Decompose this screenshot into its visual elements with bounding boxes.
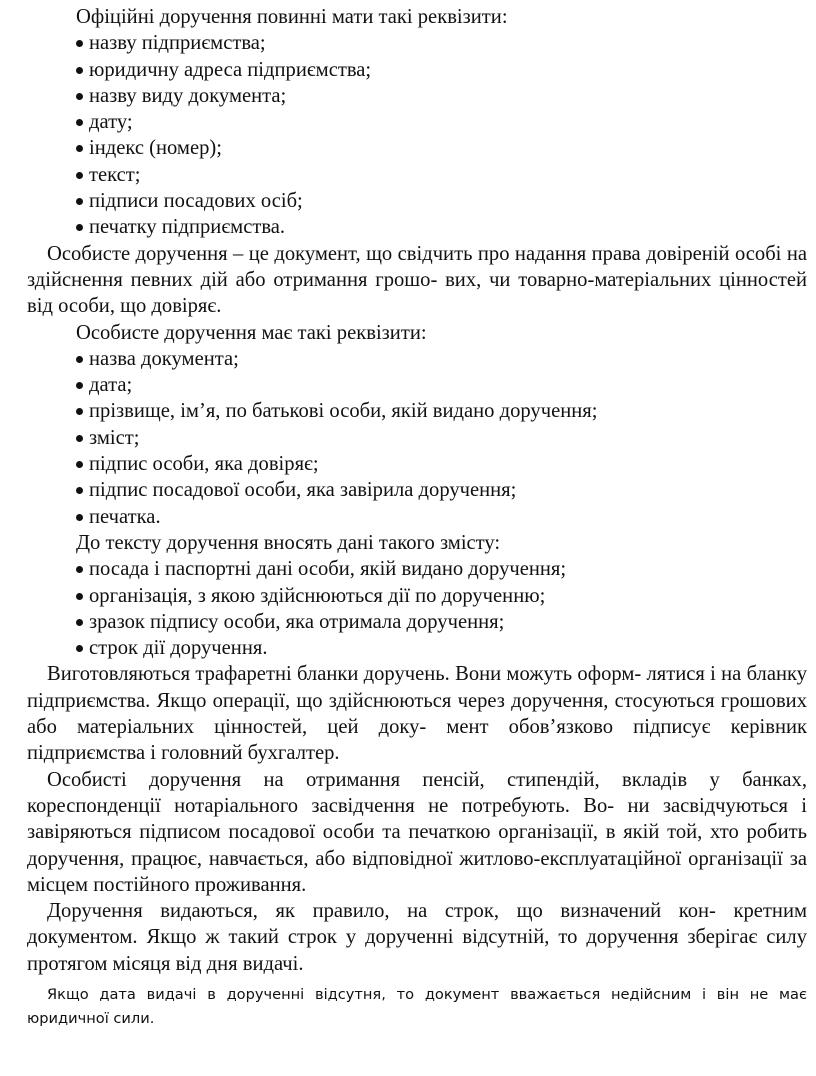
list-item: підпис посадової особи, яка завірила доручення;: [27, 477, 807, 503]
bullet-icon: [76, 593, 83, 600]
personal-requisites-list: [27, 346, 807, 530]
bullet-icon: [76, 119, 83, 126]
list-item: печатку підприємства.: [27, 214, 807, 240]
bullet-icon: [76, 67, 83, 74]
bullet-icon: [76, 408, 83, 415]
list-item: організація, з якою здійснюються дії по дорученню;: [27, 583, 807, 609]
bullet-icon: [76, 382, 83, 389]
list-item: назву підприємства;: [27, 30, 807, 56]
list-item: зміст;: [27, 425, 807, 451]
invalid-date-paragraph: Якщо дата видачі в дорученні відсутня, то документ вважається недійсним і він не має юридичної сили.: [27, 985, 807, 1027]
list-item: підписи посадових осіб;: [27, 188, 807, 214]
list-item: посада і паспортні дані особи, якій видано доручення;: [27, 556, 807, 582]
list-item: зразок підпису особи, яка отримала доручення;: [27, 609, 807, 635]
text-contents-list: [27, 556, 807, 661]
list-item: текст;: [27, 162, 807, 188]
bullet-icon: [76, 198, 83, 205]
forms-paragraph: Виготовляються трафаретні бланки доручень. Вони можуть оформ- лятися і на бланку підприємства. Якщо операції, що здійснюються через доручення, стосуються грошових або матеріальних цінностей, цей доку- мент обов’язково підписує керівник підприємства і головний бухгалтер.: [27, 663, 807, 765]
personal-definition-paragraph: Особисте доручення – це документ, що свідчить про надання права довіреній особі на здійснення певних дій або отримання грошо- вих, чи товарно-матеріальних цінностей від особи, що довіряє.: [27, 242, 807, 318]
bullet-icon: [76, 435, 83, 442]
list-item: печатка.: [27, 504, 807, 530]
bullet-icon: [76, 145, 83, 152]
bullet-icon: [76, 566, 83, 573]
bullet-icon: [76, 645, 83, 652]
bullet-icon: [76, 224, 83, 231]
list-item: дату;: [27, 109, 807, 135]
document-page: [27, 4, 807, 1031]
bullet-icon: [76, 356, 83, 363]
list-item: назву виду документа;: [27, 83, 807, 109]
list-item: підпис особи, яка довіряє;: [27, 451, 807, 477]
bullet-icon: [76, 619, 83, 626]
list-item: назва документа;: [27, 346, 807, 372]
official-requisites-intro: Офіційні доручення повинні мати такі реквізити:: [76, 6, 508, 28]
bullet-icon: [76, 93, 83, 100]
list-item: прізвище, ім’я, по батькові особи, якій видано доручення;: [27, 398, 807, 424]
personal-certification-paragraph: Особисті доручення на отримання пенсій, стипендій, вкладів у банках, кореспонденції нотаріального засвідчення не потребують. Во- ни засвідчуються і завіряються підписом посадової особи та печаткою організації, в якій той, хто робить доручення, працює, навчається, або відповідної житлово-експлуатаційної організації за місцем постійного проживання.: [27, 768, 807, 896]
bullet-icon: [76, 514, 83, 521]
bullet-icon: [76, 172, 83, 179]
bullet-icon: [76, 40, 83, 47]
list-item: юридичну адреса підприємства;: [27, 57, 807, 83]
validity-term-paragraph: Доручення видаються, як правило, на строк, що визначений кон- кретним документом. Якщо ж такий строк у дорученні відсутній, то доручення зберігає силу протягом місяця від дня видачі.: [27, 900, 807, 975]
text-contents-intro: До тексту доручення вносять дані такого змісту:: [76, 531, 501, 554]
official-requisites-list: [27, 30, 807, 240]
bullet-icon: [76, 487, 83, 494]
bullet-icon: [76, 461, 83, 468]
list-item: строк дії доручення.: [27, 635, 807, 661]
list-item: дата;: [27, 372, 807, 398]
list-item: індекс (номер);: [27, 135, 807, 161]
personal-requisites-intro: Особисте доручення має такі реквізити:: [76, 321, 427, 344]
